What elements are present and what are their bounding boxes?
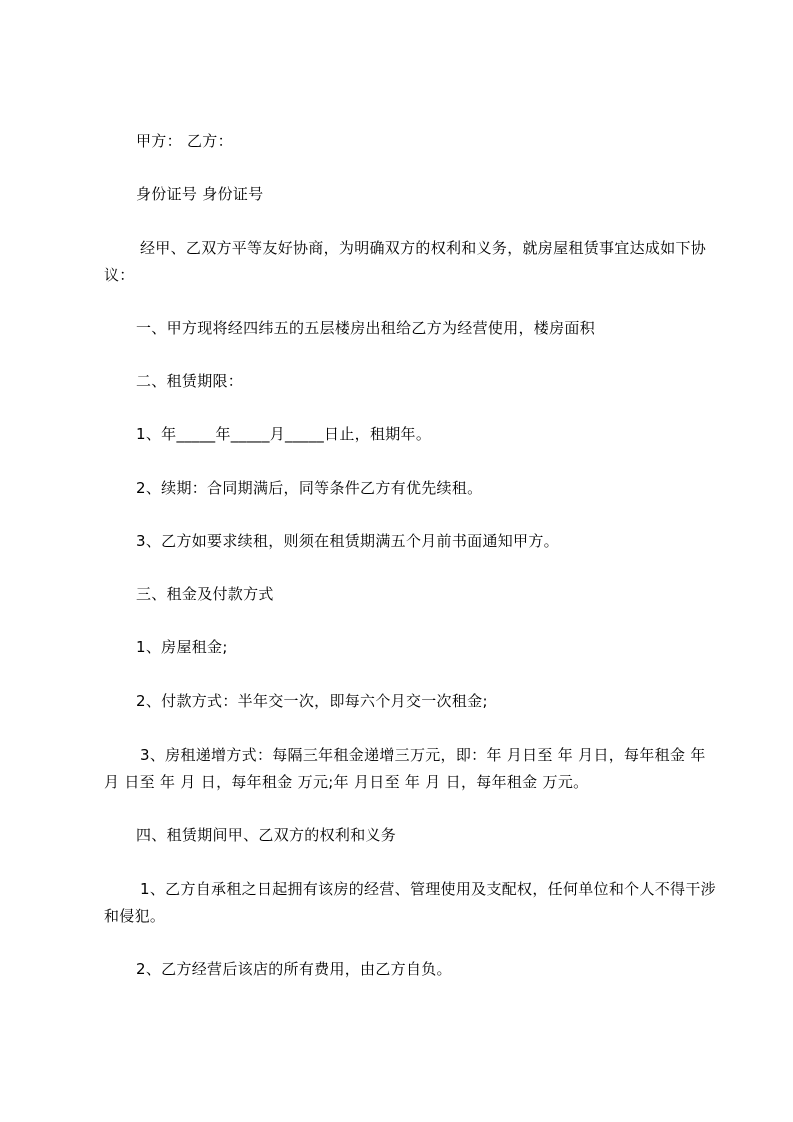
preamble-paragraph: 经甲、乙双方平等友好协商，为明确双方的权利和义务，就房屋租赁事宜达成如下协议：: [104, 239, 707, 284]
clause-2-title: 二、租赁期限：: [136, 372, 244, 390]
clause-2-item-2: 2、续期：合同期满后，同等条件乙方有优先续租。: [136, 479, 483, 497]
clause-4-item-1: 1、乙方自承租之日起拥有该房的经营、管理使用及支配权，任何单位和个人不得干涉和侵犯。: [104, 880, 716, 925]
clause-4-title: 四、租赁期间甲、乙双方的权利和义务: [136, 826, 397, 844]
parties-line: 甲方： 乙方：: [136, 132, 233, 150]
clause-4-item-2: 2、乙方经营后该店的所有费用，由乙方自负。: [136, 960, 452, 978]
clause-3-item-2: 2、付款方式：半年交一次，即每六个月交一次租金;: [136, 692, 488, 710]
id-numbers-line: 身份证号 身份证号: [136, 185, 264, 203]
clause-3-item-1: 1、房屋租金;: [136, 638, 228, 656]
clause-2-item-3: 3、乙方如要求续租，则须在租赁期满五个月前书面通知甲方。: [136, 532, 559, 550]
clause-3-title: 三、租金及付款方式: [136, 585, 274, 603]
clause-2-item-1: 1、年_____年_____月_____日止，租期年。: [136, 425, 432, 443]
clause-3-item-3: 3、房租递增方式：每隔三年租金递增三万元，即：年 月日至 年 月日，每年租金 年 月 日至 年 月 日，每年租金 万元;年 月日至 年 月 日，每年租金 万元。: [104, 746, 706, 791]
clause-1: 一、甲方现将经四纬五的五层楼房出租给乙方为经营使用，楼房面积: [136, 319, 596, 337]
